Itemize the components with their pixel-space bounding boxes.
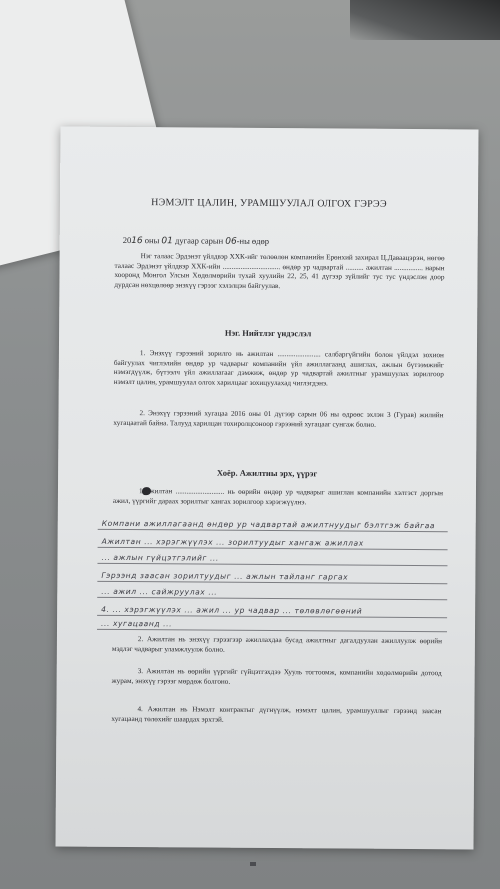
handwritten-line-1 — [98, 515, 448, 532]
section2-paragraph-2 — [112, 635, 442, 656]
handwritten-text-1: Компани ажиллагаанд өндөр ур чадвартай ажилтнуудыг бэлтгэж байгаа — [101, 518, 436, 531]
contract-page — [55, 127, 478, 850]
section1-p2-text: 2. Энэхүү гэрээний хугацаа 2016 оны 01 дүгээр сарын 06 ны өдрөөс эхлэн 3 (Гурав) жилийн хугацаатай байна. Талууд харилцан тохиролцсоноор гэрээний хугацааг сунгаж болно. — [113, 409, 444, 429]
section1-heading: Нэг. Нийтлэг үндэслэл — [224, 327, 312, 339]
handwritten-line-5 — [97, 583, 447, 600]
document-title: НЭМЭЛТ ЦАЛИН, УРАМШУУЛАЛ ОЛГОХ ГЭРЭЭ — [151, 197, 387, 210]
section2-paragraph-3 — [112, 667, 442, 688]
date-month-handwritten: 01 — [161, 236, 173, 247]
section2-p1-text: 1.Ажилтан ........................... нь өөрийн өндөр ур чадварыг ашиглан компанийн хэлтэст доргын ажил, үүргийг дараах зорилтыг хангах зорилгоор хэрэгжүүлнэ. — [112, 487, 443, 506]
intro-paragraph — [114, 252, 444, 293]
handwritten-line-7 — [97, 615, 447, 632]
date-day-suffix: -ны өдөр — [236, 235, 270, 247]
handwritten-line-4 — [97, 567, 447, 584]
section1-paragraph-2 — [113, 409, 443, 430]
section1-p1-text: 1. Энэхүү гэрээний зорилго нь ажилтан ........................ салбаргүйгийн болон үйлдэл зохион байгуулах чиглэлийн өндөр ур чадварыг компанийн үйл ажиллагаанд ашиглах, ажлын бүтээмжийг нэмэгдүүлж, бүтээлч үйл ажиллагааг дэмжиж, өндөр ур чадвартай ажилтныг урамшуулах зорилгоор нэмэлт цалин, урамшуулал олгох харилцааг зохицуулахад чиглэгдэнэ. — [113, 349, 444, 388]
date-day-handwritten: 06 — [225, 236, 237, 247]
date-year-prefix: 20 — [122, 234, 132, 246]
page-edge-mark — [250, 862, 256, 866]
section1-paragraph-1 — [114, 349, 444, 390]
handwritten-text-5: ... ажил ... сайжруулах ... — [101, 586, 218, 597]
section2-p4-text: 4. Ажилтан нь Нэмэлт контрактыг дүгнүүлж, нэмэлт цалин, урамшууллыг гэрээнд заасан хугацаанд төлөхийг шаардах эрхтэй. — [111, 705, 442, 724]
intro-text: Нэг талаас Эрдэнэт үйлдвэр ХХК-ийг төлөөлөн компанийн Ерөнхий захирал Ц.Даваацэрэн, нөгөө талаас Эрдэнэт үйлдвэр ХХК-ийн ................................ өндөр ур чадвартай .......... ажилтан ................ нарын хооронд Монгол Улсын Хөдөлмөрийн тухай хуулийн 22, 25, 41 дүгээр зүйлийг тус тус үндэслэн доор дурдсан нөхцөлөөр энэхүү гэрээг хэлэлцэн байгуулав. — [114, 252, 445, 290]
section2-p2-text: 2. Ажилтан нь энэхүү гэрээгээр ажиллахдаа бусад ажилтныг дагалдуулан ажиллуулж өөрийн мэдлэг чадварыг уламжлуулж болно. — [111, 635, 442, 654]
handwritten-text-7: ... хугацаанд ... — [101, 618, 173, 629]
section2-heading: Хоёр. Ажилтны эрх, үүрэг — [216, 467, 318, 479]
handwritten-text-3: ... ажлын гүйцэтгэлийг ... — [101, 552, 219, 563]
section2-p3-text: 3. Ажилтан нь өөрийн үүргийг гүйцэтгэхдээ Хууль тогтоомж, компанийн хөдөлмөрийн дотоод журам, энэхүү гэрээг мөрдөж болгоно. — [111, 667, 442, 686]
handwritten-line-3 — [97, 549, 447, 566]
date-line — [123, 235, 269, 247]
section2-paragraph-4 — [111, 705, 441, 726]
handwritten-text-4: Гэрээнд заасан зорилтуудыг ... ажлын тайланг гаргах — [101, 570, 349, 582]
date-year-handwritten: 16 — [131, 236, 143, 247]
handwritten-text-2: Ажилтан ... хэрэгжүүлэх ... зорилтуудыг хангаж ажиллах — [101, 536, 364, 548]
desk-shadow — [350, 0, 500, 40]
handwritten-text-6: 4. ... хэрэгжүүлэх ... ажил ... ур чадвар ... төлөвлөгөөний — [101, 604, 363, 616]
section2-paragraph-1 — [113, 487, 443, 508]
handwritten-line-2 — [98, 533, 448, 550]
date-year-suffix: оны — [142, 235, 162, 246]
date-month-suffix: дугаар сарын — [172, 235, 226, 246]
